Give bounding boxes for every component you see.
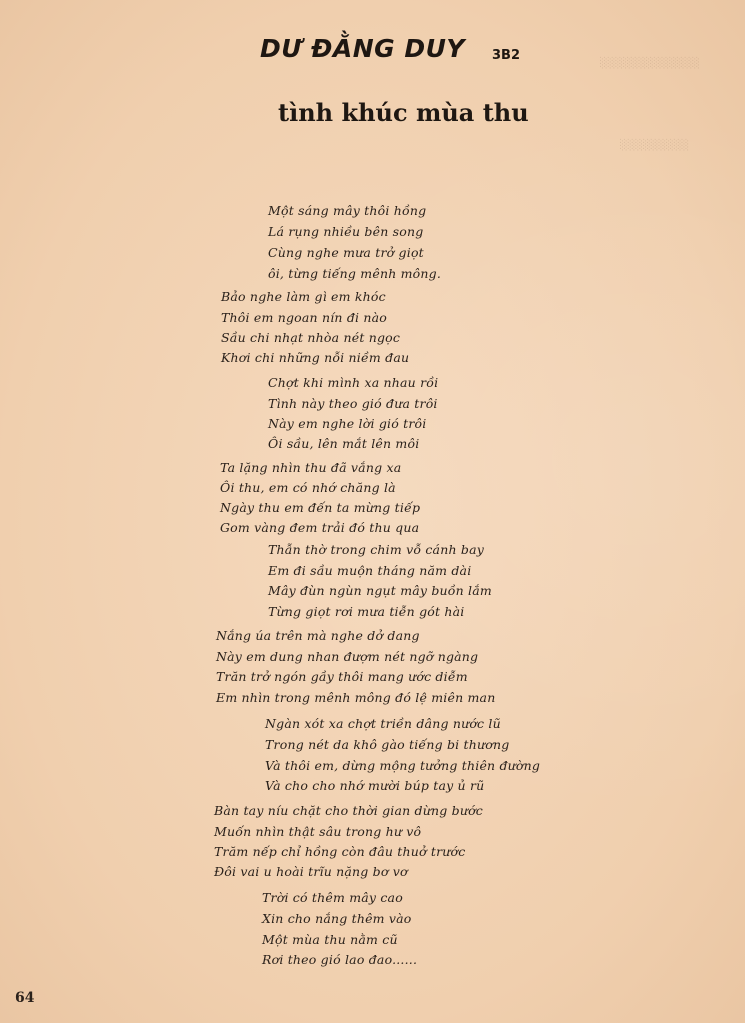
bleed-through-text: ░░░░░░░░░ <box>620 140 690 151</box>
poem-line: Ôi thu, em có nhớ chăng là <box>220 480 396 495</box>
poem-line: Trời có thêm mây cao <box>262 890 403 905</box>
poem-line: Một mùa thu nằm cũ <box>262 932 398 947</box>
poem-line: Tình này theo gió đưa trôi <box>268 396 438 411</box>
poem-line: Và cho cho nhớ mười búp tay ủ rũ <box>265 778 485 793</box>
poem-line: Từng giọt rơi mưa tiễn gót hài <box>268 604 465 619</box>
poem-line: Nắng úa trên mà nghe dở dang <box>216 628 420 643</box>
author-class: 3B2 <box>492 48 520 63</box>
poem-line: Gom vàng đem trải đó thu qua <box>220 520 420 535</box>
poem-line: Đôi vai u hoài trĩu nặng bơ vơ <box>214 864 408 879</box>
bleed-through-text: ░░░░░░░░░░░░░ <box>600 58 700 69</box>
poem-line: Trong nét da khô gào tiếng bi thương <box>265 737 510 752</box>
poem-line: Lá rụng nhiều bên song <box>268 224 424 239</box>
poem-line: Bàn tay níu chặt cho thời gian dừng bước <box>214 803 483 818</box>
poem-line: Này em nghe lời gió trôi <box>268 416 427 431</box>
poem-line: Cùng nghe mưa trở giọt <box>268 245 424 260</box>
author-name: DƯ ĐẰNG DUY <box>260 34 466 63</box>
page-number: 64 <box>15 990 35 1006</box>
poem-line: Khơi chi những nỗi niềm đau <box>221 350 410 365</box>
poem-title: tình khúc mùa thu <box>278 98 529 127</box>
poem-line: Thẫn thờ trong chim vỗ cánh bay <box>268 542 484 557</box>
poem-line: Và thôi em, dừng mộng tưởng thiên đường <box>265 758 541 773</box>
poem-line: Ngày thu em đến ta mừng tiếp <box>220 500 421 515</box>
poem-line: Một sáng mây thôi hồng <box>268 203 427 218</box>
poem-line: Trăn trở ngón gầy thôi mang ước diễm <box>216 669 468 684</box>
poem-line: Bảo nghe làm gì em khóc <box>221 289 386 304</box>
poem-line: Này em dung nhan đượm nét ngỡ ngàng <box>216 649 479 664</box>
poem-line: Sầu chi nhạt nhòa nét ngọc <box>221 330 401 345</box>
poem-line: Em nhìn trong mênh mông đó lệ miên man <box>216 690 496 705</box>
poem-line: Rơi theo gió lao đao...... <box>262 952 418 967</box>
poem-line: Ta lặng nhìn thu đã vắng xa <box>220 460 402 475</box>
poem-line: Ngàn xót xa chợt triền dâng nước lũ <box>265 716 501 731</box>
poem-line: Ôi sầu, lên mắt lên môi <box>268 436 420 451</box>
poem-line: Muốn nhìn thật sâu trong hư vô <box>214 824 422 839</box>
poem-line: Chợt khi mình xa nhau rồi <box>268 375 439 390</box>
poem-line: Thôi em ngoan nín đi nào <box>221 310 388 325</box>
poem-line: Xin cho nắng thêm vào <box>262 911 412 926</box>
poem-line: Em đi sầu muộn tháng năm dài <box>268 563 472 578</box>
poem-line: Mây đùn ngùn ngụt mây buồn lắm <box>268 583 492 598</box>
poem-line: Trăm nếp chỉ hồng còn đâu thuở trước <box>214 844 466 859</box>
poem-line: ôi, từng tiếng mênh mông. <box>268 266 442 281</box>
